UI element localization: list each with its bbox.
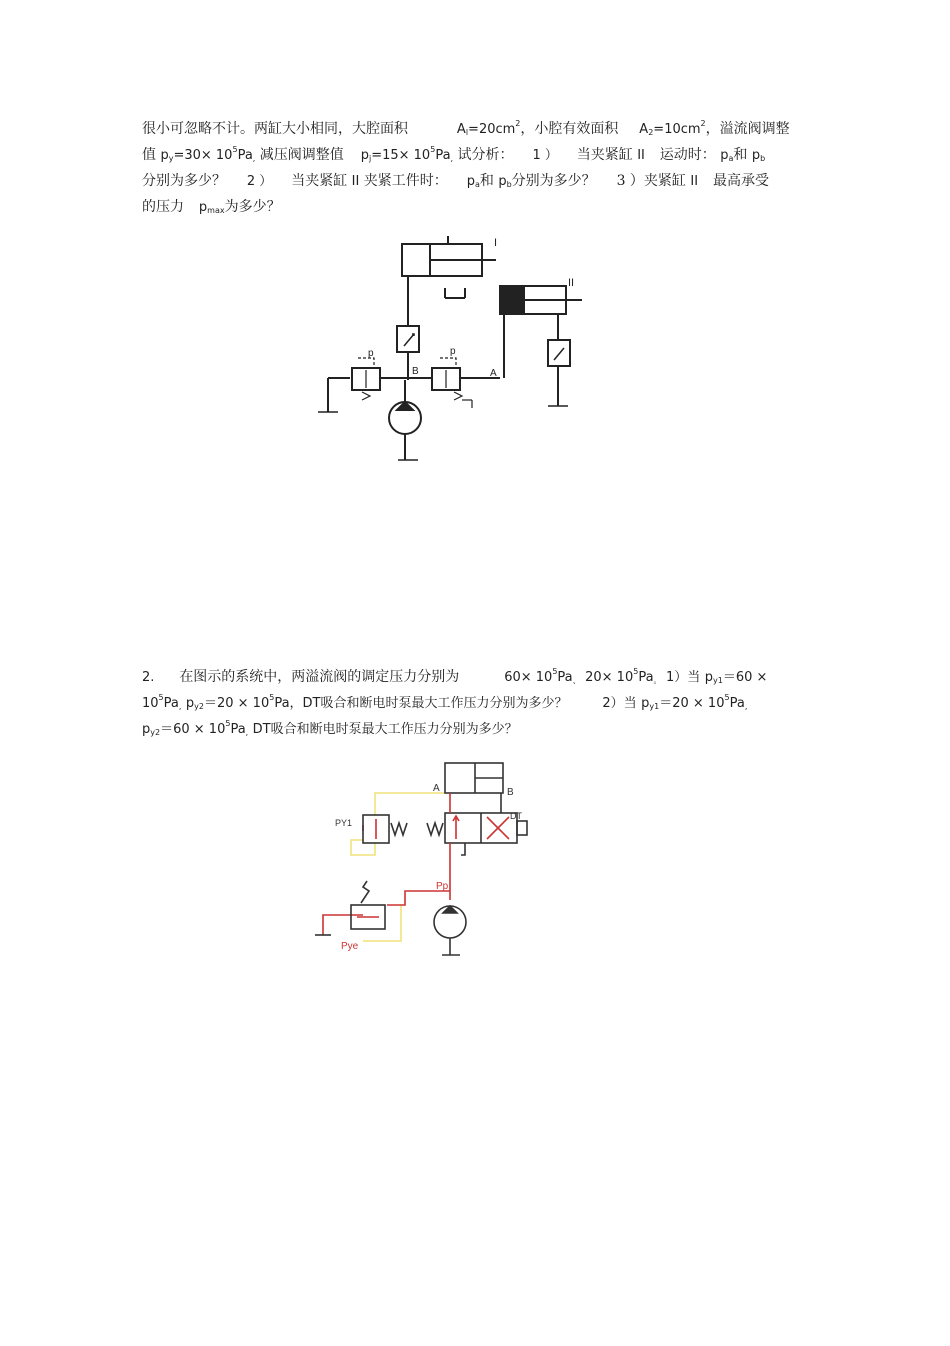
text-segment: DT吸合和断电时泵最大工作压力分别为多少？ (252, 722, 518, 737)
pressure-value: $10^5Pa_,$ (142, 693, 182, 711)
problem1-line4 (142, 194, 812, 220)
pressure-pb: $p_b$ (751, 148, 766, 163)
text-segment: 当夹紧缸 (576, 147, 633, 163)
reducing-valve (432, 358, 472, 408)
pressure-pa: $p_a$ (720, 148, 734, 163)
label-a: A (433, 783, 440, 794)
label-dt: DT (510, 811, 522, 821)
problem2-line2 (142, 690, 812, 716)
text-segment: ，小腔有效面积 (520, 121, 619, 137)
problem-number: 2. (142, 670, 155, 685)
cylinder-label: II (637, 148, 645, 163)
label-py2: Pye (341, 941, 359, 952)
problem2-line1 (142, 664, 812, 690)
text-segment: 分别为多少？ (511, 173, 596, 189)
problem2-line3 (142, 716, 812, 742)
question-2-marker: 2 ） (246, 174, 273, 189)
problem1-hydraulic-diagram (300, 230, 600, 470)
problem1-line2 (142, 142, 812, 168)
text-segment: 试分析： (457, 147, 514, 163)
area-a1: $A_l=20cm^2$ (456, 119, 521, 137)
problem2-text (142, 664, 812, 742)
text-segment: 在图示的系统中，两溢流阀的调定压力分别为 (179, 669, 460, 685)
pump (389, 380, 421, 460)
text-segment: 很小可忽略不计。两缸大小相同，大腔面积 (142, 121, 408, 137)
pressure-py: $p_y=30\times 10^5Pa_,$ (160, 145, 256, 163)
cylinder-2 (500, 286, 582, 314)
relief-valve (352, 358, 380, 400)
cylinder-2-label: II (568, 277, 575, 289)
question-3-marker: 3 ）夹紧缸 (616, 173, 686, 189)
text-segment: ，溢流阀调整 (705, 121, 790, 137)
cylinder-1 (402, 236, 496, 276)
label-b: B (412, 366, 419, 377)
question-1-marker: 1 ） (532, 148, 558, 163)
cylinder-label: II (351, 174, 360, 189)
pressure-pb: $p_b$ (498, 174, 512, 189)
text-segment: 运动时： (659, 147, 716, 163)
question-1-marker: 1）当 (666, 670, 701, 685)
cylinder-1-label: I (494, 237, 498, 249)
throttle-valve-2 (548, 314, 570, 406)
problem1-line1 (142, 116, 812, 142)
label-py1: PY1 (335, 818, 353, 828)
text-segment: 值 (142, 147, 156, 163)
relief-valve-py2 (351, 881, 385, 929)
pressure-pa: $p_a$ (466, 174, 480, 189)
pressure-py1: $p_{y1}=60$ × (704, 670, 768, 685)
tank-symbol (445, 288, 465, 298)
label-py: p (368, 348, 374, 359)
relief-valve-py1 (363, 815, 407, 843)
label-b: B (507, 787, 514, 798)
text-segment: ，DT吸合和断电时泵最大工作压力分别为多少？ (289, 696, 568, 711)
text-segment: 和 (479, 173, 494, 189)
problem1-text (142, 116, 812, 220)
cylinder-label: II (690, 174, 699, 189)
text-segment: 最高承受 (712, 173, 769, 189)
pressure-py2: $p_{y2}=20 \times 10^5Pa$ (185, 693, 290, 711)
text-segment: 分别为多少？ (142, 173, 226, 189)
problem1-line3 (142, 168, 812, 194)
text-segment: 当夹紧缸 (291, 173, 348, 189)
pressure-20: $20\times 10^5Pa_。$ (585, 667, 662, 685)
pressure-py1: $p_{y1}=20 \times 10^5Pa_,$ (641, 693, 748, 711)
problem2-hydraulic-diagram (305, 755, 535, 970)
area-a2: $A_2=10cm^2$ (639, 119, 706, 137)
cylinder (445, 763, 503, 793)
pressure-60: $60\times 10^5Pa_、$ (504, 667, 581, 685)
text-segment: 为多少？ (224, 199, 281, 215)
pressure-pj: $p_j=15\times 10^5Pa_,$ (360, 145, 454, 163)
question-2-marker: 2）当 (602, 696, 637, 711)
pressure-pmax: $p_{max}$ (198, 200, 225, 215)
text-segment: 和 (733, 147, 748, 163)
text-segment: 夹紧工件时： (363, 173, 448, 189)
label-pj: p (450, 346, 456, 357)
text-segment: 的压力 (142, 199, 184, 215)
label-pp: Pp (436, 881, 449, 892)
pressure-py2: $p_{y2}=60 \times 10^5Pa_,$ (142, 719, 249, 737)
label-a: A (490, 368, 497, 379)
pump (434, 906, 466, 955)
throttle-valve-1 (397, 326, 419, 352)
text-segment: 减压阀调整值 (259, 147, 344, 163)
